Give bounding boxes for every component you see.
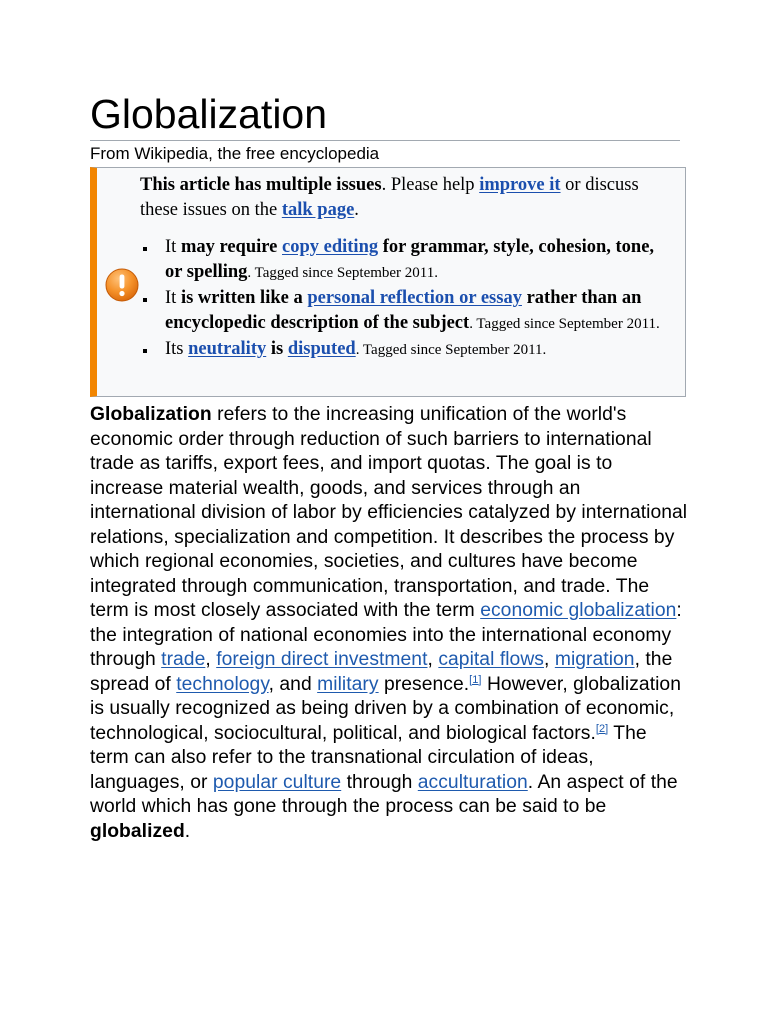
issue-tag-date: . Tagged since September 2011. xyxy=(355,342,547,358)
paragraph-text: . An aspect of the world which has gone through the process can be said to be xyxy=(90,771,678,817)
globalized-bold: globalized xyxy=(90,820,185,842)
popular-culture-link[interactable]: popular culture xyxy=(212,771,342,793)
paragraph-text: through xyxy=(341,771,418,793)
issues-intro-text: . Please help xyxy=(381,175,480,195)
issues-intro xyxy=(140,173,670,223)
paragraph-text: The term can also refer to the transnational circulation of ideas, languages, or xyxy=(90,722,647,793)
military-link[interactable]: military xyxy=(317,673,379,695)
reference-1 xyxy=(469,674,481,686)
personal-reflection-link[interactable]: personal reflection or essay xyxy=(307,288,522,308)
neutrality-link[interactable]: neutrality xyxy=(188,339,267,359)
title-divider xyxy=(90,140,680,141)
warning-exclamation-icon xyxy=(105,268,139,302)
disputed-link[interactable]: disputed xyxy=(287,339,356,359)
page-title: Globalization xyxy=(90,91,328,137)
paragraph-text: refers to the increasing unification of the world's economic order through reduction of such barriers to international trade as tariffs, export fees, and import quotas. The goal is to increase material wealth, goods, and services through an international division of labor by efficiencies catalyzed by international relations, specialization and competition. It describes the process by which regional economies, societies, and cultures have become integrated through communication, transportation, and trade. The term is most closely associated with the term xyxy=(90,404,688,621)
issue-bold-text: is xyxy=(266,339,288,359)
page-tagline: From Wikipedia, the free encyclopedia xyxy=(90,144,380,163)
issue-text: It xyxy=(165,288,181,308)
reference-2-link[interactable]: [2] xyxy=(595,722,609,735)
issue-bold-text: for grammar, style, cohesion, tone, or spelling xyxy=(165,237,655,282)
article-lead-paragraph xyxy=(90,403,688,844)
paragraph-text: , xyxy=(205,649,217,670)
acculturation-link[interactable]: acculturation xyxy=(417,771,528,793)
talk-page-link[interactable]: talk page xyxy=(281,200,355,220)
issues-intro-end: . xyxy=(354,200,359,220)
technology-link[interactable]: technology xyxy=(176,673,269,695)
issue-item-neutrality xyxy=(140,337,670,363)
issue-tag-date: . Tagged since September 2011. xyxy=(247,265,438,281)
article-page xyxy=(90,88,688,844)
paragraph-text: presence. xyxy=(378,673,470,695)
issue-item-copy-editing xyxy=(140,235,670,286)
reference-2 xyxy=(596,723,608,735)
copy-editing-link[interactable]: copy editing xyxy=(282,237,379,257)
paragraph-text: , and xyxy=(268,673,318,695)
trade-link[interactable]: trade xyxy=(161,649,206,670)
issue-bold-text: is written like a xyxy=(180,288,308,308)
lead-term-bold: Globalization xyxy=(90,404,212,425)
issue-text: Its xyxy=(165,339,189,359)
issue-bold-text: may require xyxy=(180,237,282,257)
reference-1-link[interactable]: [1] xyxy=(469,673,482,686)
foreign-direct-investment-link[interactable]: foreign direct investment xyxy=(216,649,428,670)
issues-intro-bold: This article has multiple issues xyxy=(140,175,382,195)
paragraph-text: However, globalization is usually recognized as being driven by a combination of economic, technological, sociocultural, political, and biological factors. xyxy=(90,673,681,744)
multiple-issues-box xyxy=(90,167,686,397)
issues-text xyxy=(140,173,670,363)
improve-it-link[interactable]: improve it xyxy=(479,175,561,195)
issues-intro-text-2: or discuss these issues on the xyxy=(140,175,639,220)
capital-flows-link[interactable]: capital flows xyxy=(438,649,544,670)
paragraph-text: , xyxy=(427,649,439,670)
paragraph-text: , xyxy=(544,649,555,670)
issue-text: It xyxy=(165,237,181,257)
paragraph-text: , the spread of xyxy=(90,649,673,695)
paragraph-text: . xyxy=(184,820,191,842)
paragraph-text: : the integration of national economies into the international economy through xyxy=(90,600,682,670)
issue-item-essay xyxy=(140,286,670,337)
economic-globalization-link[interactable]: economic globalization xyxy=(480,600,677,621)
issues-list xyxy=(140,235,670,363)
migration-link[interactable]: migration xyxy=(554,649,635,670)
issue-tag-date: . Tagged since September 2011. xyxy=(469,316,660,332)
issue-bold-text: rather than an encyclopedic description of the subject xyxy=(165,288,642,333)
